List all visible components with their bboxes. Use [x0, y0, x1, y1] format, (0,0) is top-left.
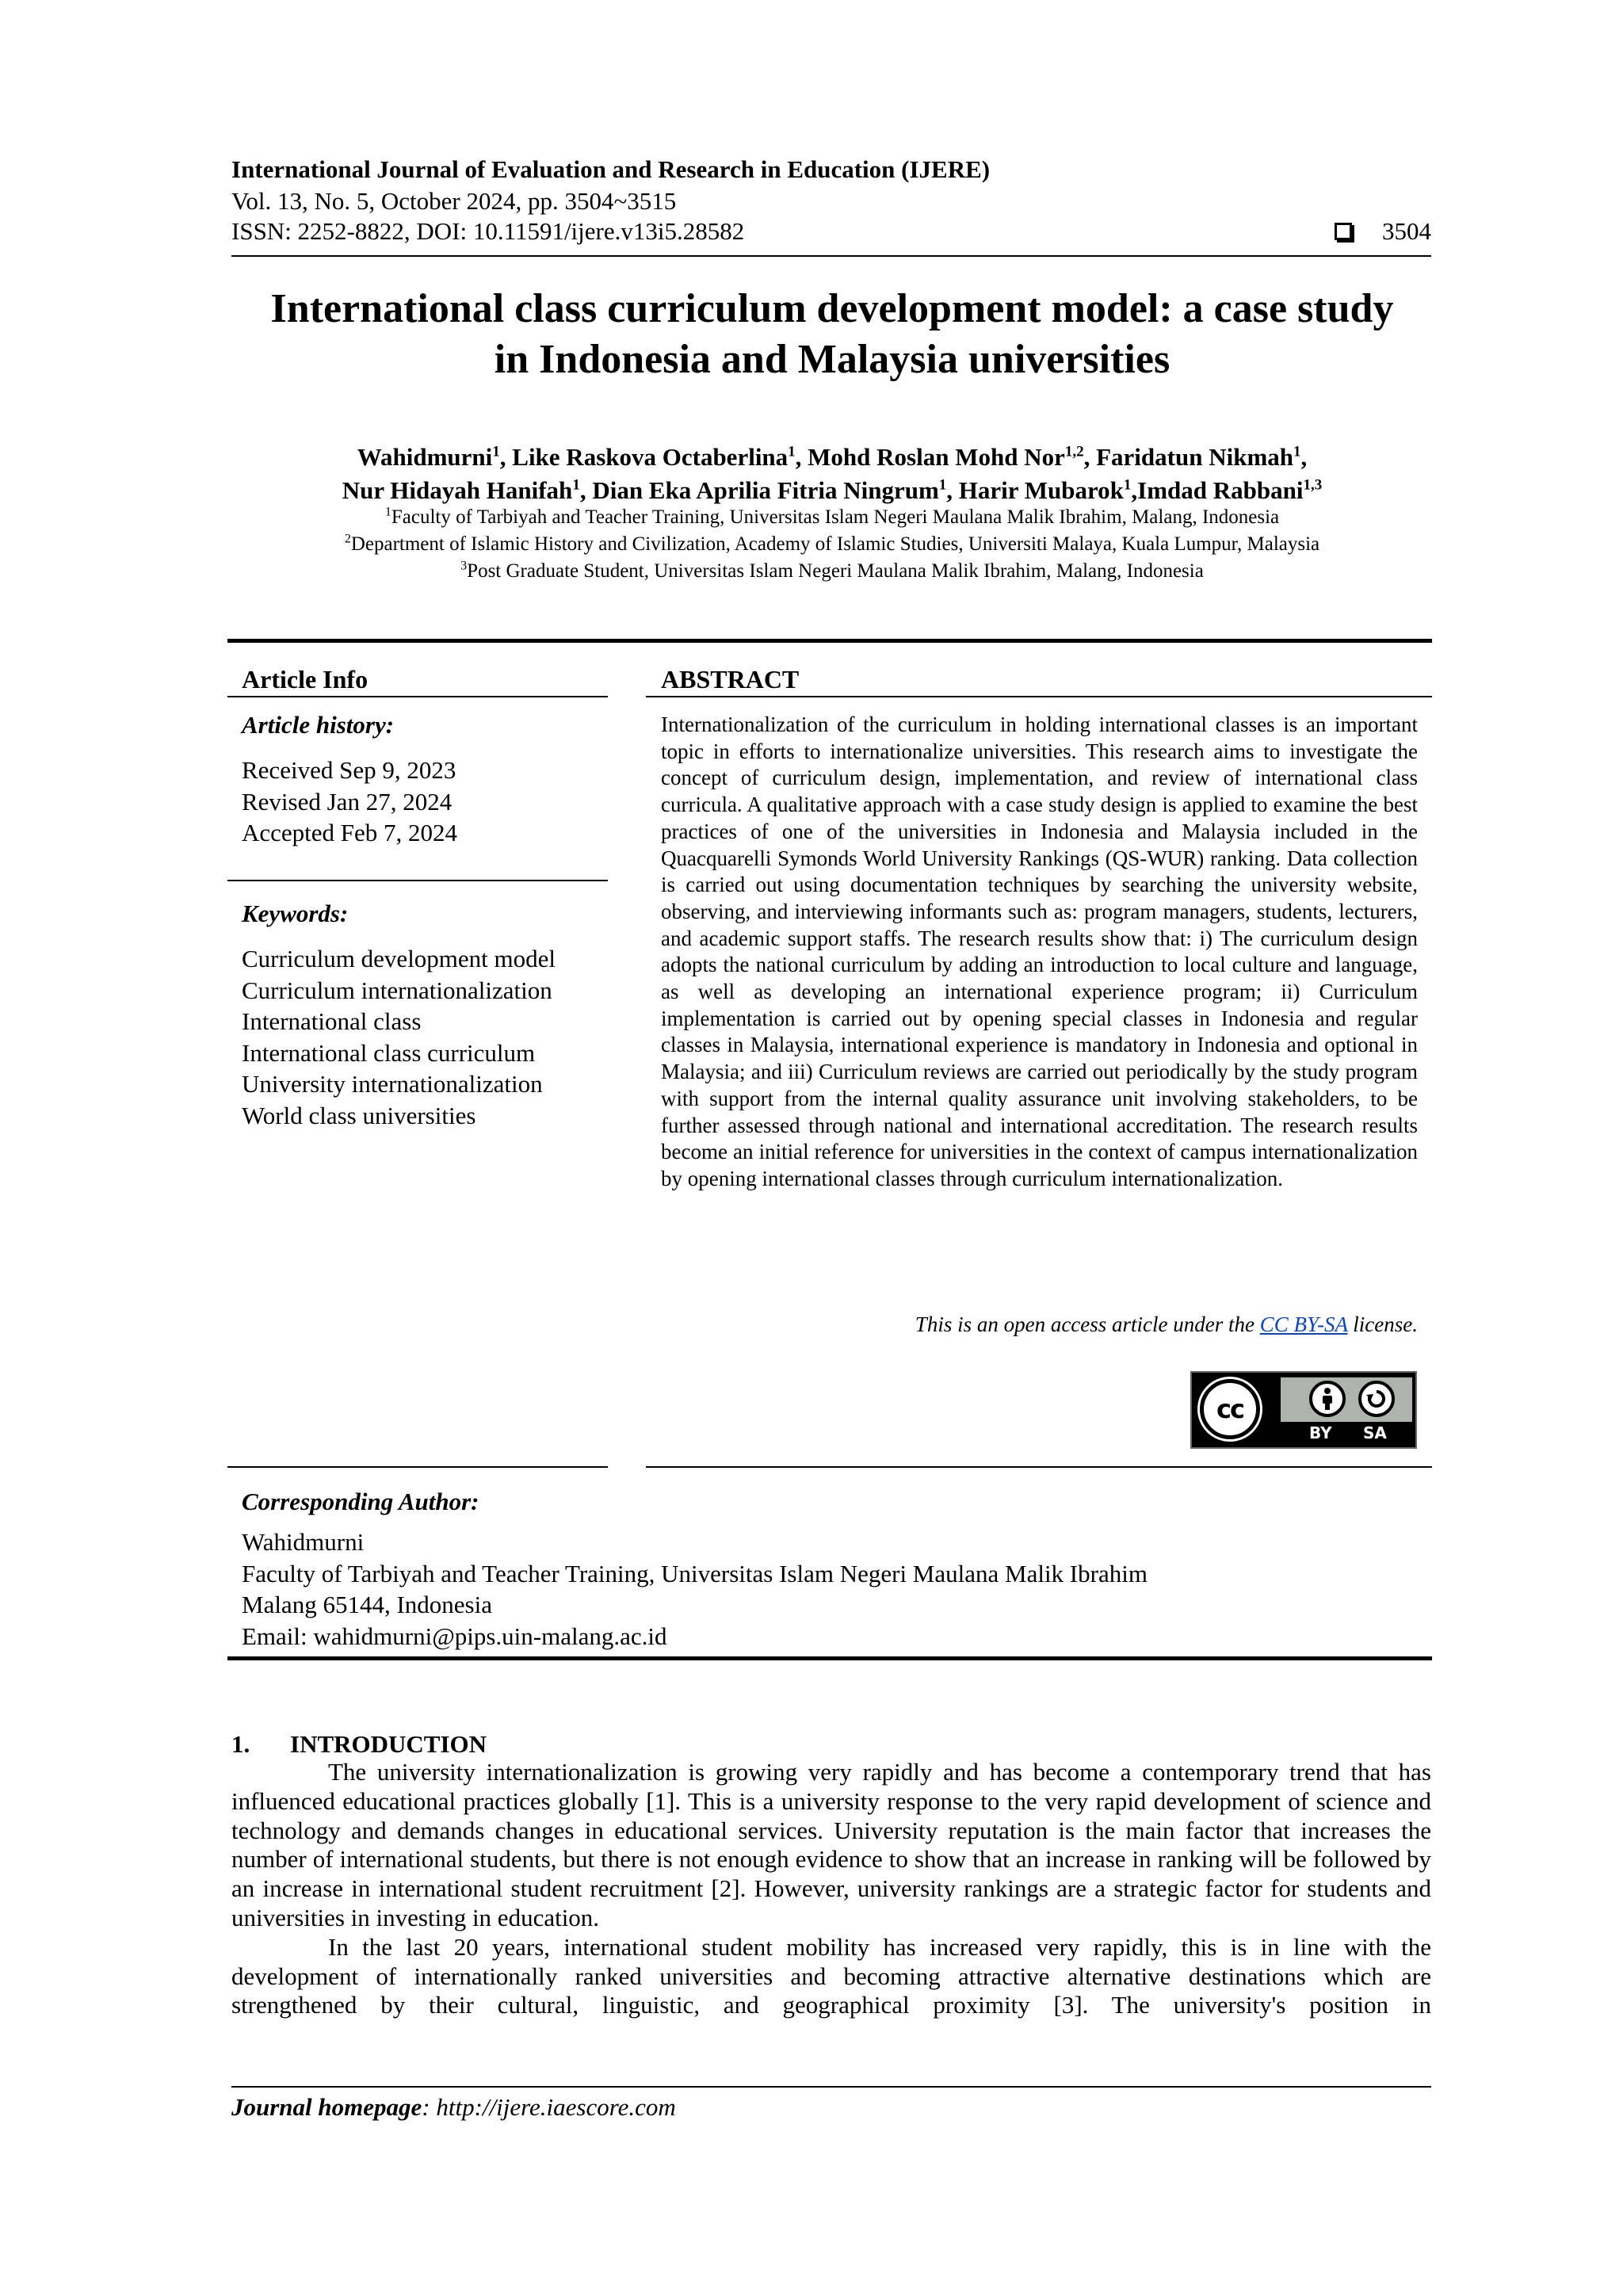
author: Faridatun Nikmah [1096, 443, 1294, 471]
author-affil-sup: 1 [572, 476, 580, 494]
footer-label: Journal homepage [231, 2093, 422, 2121]
page-number: 3504 [1382, 217, 1431, 245]
footer-rule [231, 2086, 1431, 2088]
history-received: Received Sep 9, 2023 [242, 756, 456, 784]
footer-url[interactable]: : http://ijere.iaescore.com [422, 2093, 676, 2121]
corresponding-author-details [242, 1526, 1148, 1652]
info-table-bottom-rule [227, 1656, 1432, 1660]
keyword: International class curriculum [242, 1038, 536, 1067]
article-history-heading: Article history: [242, 711, 395, 739]
keyword: World class universities [242, 1101, 476, 1129]
cc-by-sa-badge[interactable] [1190, 1371, 1417, 1449]
affiliation: $^3$Post Graduate Student, Universitas Islam Negeri Maulana Malik Ibrahim, Malang, Indonesia [460, 559, 1204, 582]
info-right-bottom-rule [646, 1466, 1432, 1468]
author: Nur Hidayah Hanifah [342, 476, 573, 504]
affiliation: $^2$Department of Islamic History and Civilization, Academy of Islamic Studies, Universiti Malaya, Kuala Lumpur, Malaysia [344, 532, 1320, 555]
history-rule [227, 880, 608, 881]
keyword: International class [242, 1007, 422, 1035]
affiliation-list [198, 504, 1466, 585]
cc-by-sa-link[interactable]: CC BY-SA [1259, 1312, 1348, 1336]
badge-by-label: BY [1309, 1423, 1332, 1442]
corr-name: Wahidmurni [242, 1528, 365, 1556]
journal-volume: Vol. 13, No. 5, October 2024, pp. 3504~3515 [231, 187, 677, 215]
info-table-top-rule [227, 639, 1432, 643]
section-number: 1. [231, 1730, 250, 1758]
author-affil-sup: 1 [938, 476, 947, 494]
introduction-body [231, 1758, 1431, 2020]
author-list: Wahidmurni$^1$, Like Raskova Octaberlina$^1$, Mohd Roslan Mohd Nor$^{1,2}$, Faridatun Nikmah$^1$, Nur Hidayah Hanifah$^1$, Dian Eka Aprilia Fitria Ningrum$^1$, Harir Mubarok$^1$,Imdad Rabbani$^{1,3}$ [342, 443, 1323, 504]
author-affil-sup: 1,3 [1303, 476, 1323, 494]
title-line-2: in Indonesia and Malaysia universities [494, 337, 1170, 382]
keywords-list [242, 943, 606, 1131]
header-rule [231, 255, 1431, 257]
abstract-rule [646, 696, 1432, 697]
keyword: Curriculum development model [242, 945, 556, 972]
affiliation: $^1$Faculty of Tarbiyah and Teacher Training, Universitas Islam Negeri Maulana Malik Ibrahim, Malang, Indonesia [384, 505, 1280, 528]
info-left-bottom-rule [227, 1466, 608, 1468]
article-info-rule [227, 696, 608, 697]
page-number-block [1335, 217, 1431, 246]
title-line-1: International class curriculum development model: a case study [270, 286, 1394, 331]
corresponding-author-heading: Corresponding Author: [242, 1488, 479, 1515]
section-heading-introduction [231, 1729, 487, 1759]
journal-homepage [231, 2092, 676, 2122]
abstract-text: Internationalization of the curriculum in holding international classes is an important topic in efforts to internationalize universities. This research aims to investigate the concept of curriculum design, implementation, and review of international class curricula. A qualitative approach with a case study design is applied to examine the best practices of one of the universities in Indonesia and Malaysia included in the Quacquarelli Symonds World University Rankings (QS-WUR) ranking. Data collection is carried out using documentation techniques by searching the university website, observing, and interviewing informants such as: program managers, students, lecturers, and academic support staffs. The research results show that: i) The curriculum design adopts the national curriculum by adding an introduction to local culture and language, as well as developing an international experience program; ii) Curriculum implementation is carried out by opening special classes in Indonesia and regular classes in Malaysia, international experience is mandatory in Indonesia and optional in Malaysia; and iii) Curriculum reviews are carried out periodically by the study program with support from the internal quality assurance unit involving stakeholders, to be further assessed through national and international accreditation. The research results become an initial reference for universities in the context of campus internationalization by opening international classes through curriculum internationalization. [661, 712, 1418, 1190]
journal-name: International Journal of Evaluation and Research in Education (IJERE) [231, 155, 991, 183]
author: Dian Eka Aprilia Fitria Ningrum [592, 476, 939, 504]
author-affil-sup: 1 [1293, 443, 1301, 460]
article-history-list [242, 755, 606, 849]
author: Like Raskova Octaberlina [512, 443, 789, 471]
corr-address: Malang 65144, Indonesia [242, 1591, 492, 1618]
paragraph: The university internationalization is growing very rapidly and has become a contemporary trend that has influenced educational practices globally [1]. This is a university response to the very rapid development of science and technology and demands changes in educational services. University reputation is the main factor that increases the number of international students, but there is not enough evidence to show that an increase in ranking will be followed by an increase in international student recruitment [2]. However, university rankings are a strategic factor for students and universities in investing in education. [231, 1758, 1431, 1931]
license-suffix: license. [1347, 1312, 1418, 1336]
license-prefix: This is an open access article under the [915, 1312, 1260, 1336]
badge-sa-label: SA [1363, 1423, 1387, 1442]
author: Imdad Rabbani [1137, 476, 1304, 504]
paragraph: In the last 20 years, international student mobility has increased very rapidly, this is in line with the development of internationally ranked universities and becoming attractive alternative destinations which are strengthened by their cultural, linguistic, and geographical proximity [3]. The university's position in [231, 1932, 1431, 2019]
history-revised: Revised Jan 27, 2024 [242, 787, 453, 816]
paper-title [198, 284, 1466, 385]
author: Mohd Roslan Mohd Nor [808, 443, 1065, 471]
article-info-heading: Article Info [242, 665, 369, 693]
box-icon [1335, 223, 1352, 240]
cc-icon: cc [1200, 1379, 1260, 1439]
keywords-heading: Keywords: [242, 900, 349, 927]
license-line [661, 1311, 1418, 1338]
keyword: Curriculum internationalization [242, 976, 552, 1004]
section-title: INTRODUCTION [290, 1730, 487, 1758]
author: Wahidmurni [357, 443, 493, 471]
attribution-person-icon [1309, 1381, 1346, 1417]
author: Harir Mubarok [958, 476, 1124, 504]
author-affil-sup: 1 [492, 443, 500, 460]
share-alike-icon [1358, 1381, 1395, 1417]
author-affil-sup: 1 [1123, 476, 1132, 494]
author-affil-sup: 1,2 [1064, 443, 1084, 460]
corr-email: Email: wahidmurni@pips.uin-malang.ac.id [242, 1622, 667, 1650]
author-affil-sup: 1 [788, 443, 796, 460]
corr-affiliation: Faculty of Tarbiyah and Teacher Training, Universitas Islam Negeri Maulana Malik Ibrahim [242, 1559, 1148, 1587]
journal-issn-doi: ISSN: 2252-8822, DOI: 10.11591/ijere.v13i5.28582 [231, 217, 745, 245]
abstract-heading: ABSTRACT [661, 665, 800, 693]
history-accepted: Accepted Feb 7, 2024 [242, 819, 458, 846]
keyword: University internationalization [242, 1070, 543, 1098]
